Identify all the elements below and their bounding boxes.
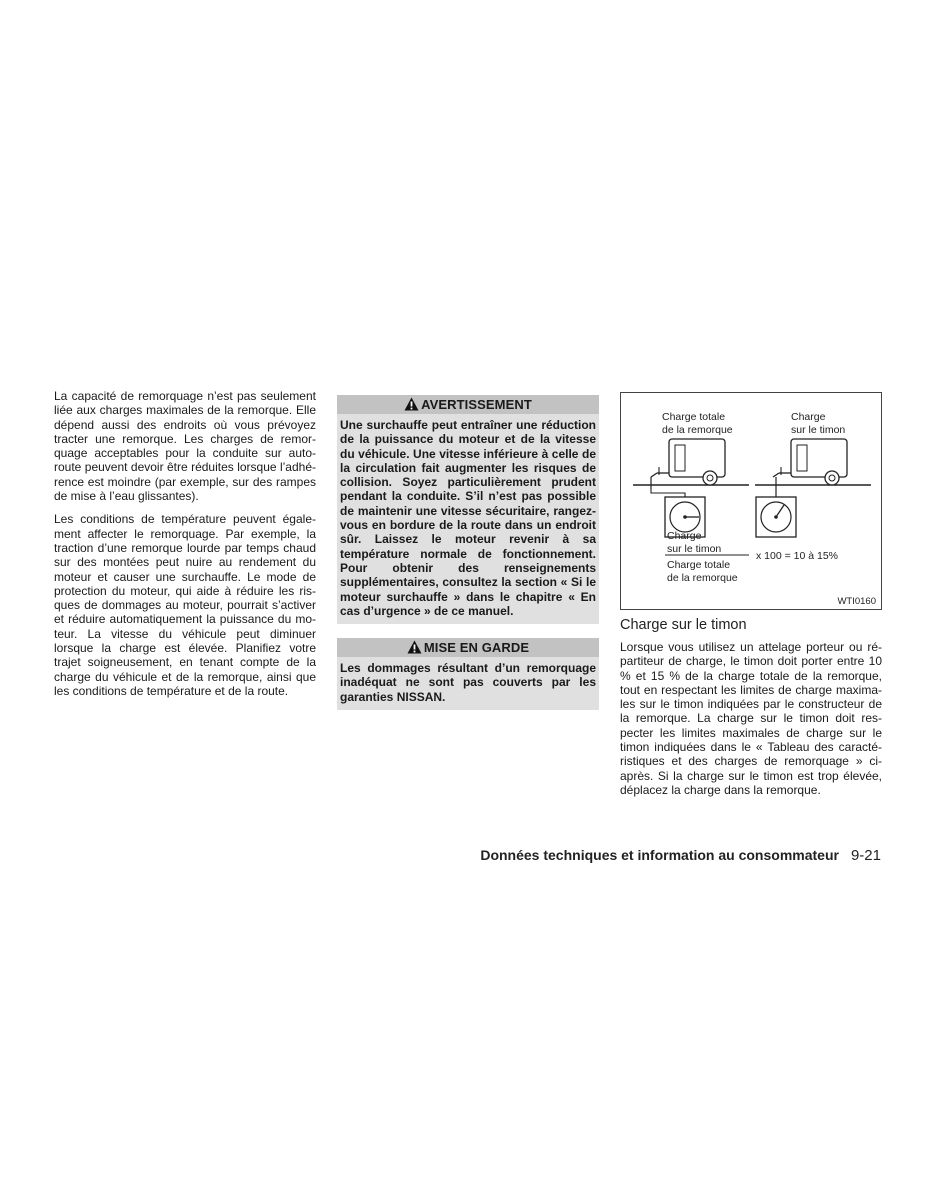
tongue-weight-figure — [620, 392, 882, 610]
section-heading: Charge sur le timon — [620, 617, 747, 633]
formula-result: x 100 = 10 à 15% — [756, 550, 839, 562]
paragraph: La capacité de remorquage n’est pas seulement liée aux charges maximales de la remorque. Elle dépend aussi des endroits où vous prévoyez tracter une remorque. Les charges de remorquage acceptables pour la conduite sur autoroute peuvent devoir être réduites lorsque l’adhérence est moindre (par exemple, sur des rampes de mise à l’eau glissantes). — [54, 389, 316, 504]
middle-column — [337, 395, 599, 724]
scale-right — [756, 497, 796, 537]
warning-title: AVERTISSEMENT — [421, 397, 532, 412]
warning-header — [337, 395, 599, 414]
paragraph: Lorsque vous utilisez un attelage porteur ou répartiteur de charge, le timon doit porter entre 10 % et 15 % de la charge totale de la remorque, tout en respectant les limites de charge maximales sur le timon indiquées par le constructeur de la remorque. La charge sur le timon doit respecter les limites maximales de charge sur le timon indiquées dans le « Tableau des caractéristiques et des charges de remorquage » ciaprès. Si la charge sur le timon est trop élevée, déplacez la charge dans la remorque. — [620, 640, 882, 797]
trailer-right — [773, 439, 847, 497]
formula-numerator: Charge sur le timon — [667, 530, 722, 555]
caution-text: Les dommages résultant d’un remorquage inadéquat ne sont pas couverts par les garanties NISSAN. — [340, 661, 596, 704]
warning-box — [337, 395, 599, 624]
caution-header — [337, 638, 599, 657]
trailer-left — [651, 439, 725, 497]
warning-triangle-icon — [404, 397, 419, 411]
chapter-title: Données techniques et information au consommateur — [480, 847, 839, 863]
caution-box — [337, 638, 599, 710]
formula-denominator: Charge totale de la remorque — [667, 559, 738, 584]
label-total-load: Charge totale de la remorque — [662, 411, 733, 436]
warning-text: Une surchauffe peut entraîner une réduction de la puissance du moteur et de la vitesse du véhicule. Une vitesse inférieure à celle de la circulation fait augmenter les risques de collision. Soyez particulièrement prudent pendant la conduite. S’il n’est pas possible de maintenir une vitesse sécuritaire, rangez-vous en bordure de la route dans un endroit sûr. Laissez le moteur revenir à sa température normale de fonctionnement. Pour obtenir des renseignements supplémentaires, consultez la section « Si le moteur surchauffe » dans le chapitre « En cas d’urgence » de ce manuel. — [340, 418, 596, 618]
warning-triangle-icon — [407, 640, 422, 654]
caution-title: MISE EN GARDE — [423, 640, 530, 656]
figure-code: WTI0160 — [837, 596, 876, 607]
label-tongue-load: Charge sur le timon — [791, 411, 846, 436]
paragraph: Les conditions de température peuvent également affecter le remorquage. Par exemple, la traction d’une remorque lourde par temps chaud sur des montées peut nuire au rendement du moteur et causer une surchauffe. Le mode de protection du moteur, qui aide à réduire les risques de dommages au moteur, pourrait s’activer et réduire automatiquement la puissance du moteur. La vitesse du véhicule peut diminuer lorsque la charge est élevée. Planifiez votre trajet soigneusement, en tenant compte de la charge du véhicule et de la remorque, ainsi que les conditions de température et de la route. — [54, 512, 316, 698]
right-column — [620, 392, 882, 806]
left-column — [54, 389, 316, 707]
page-number: 9-21 — [850, 847, 881, 864]
page-footer — [480, 847, 881, 864]
